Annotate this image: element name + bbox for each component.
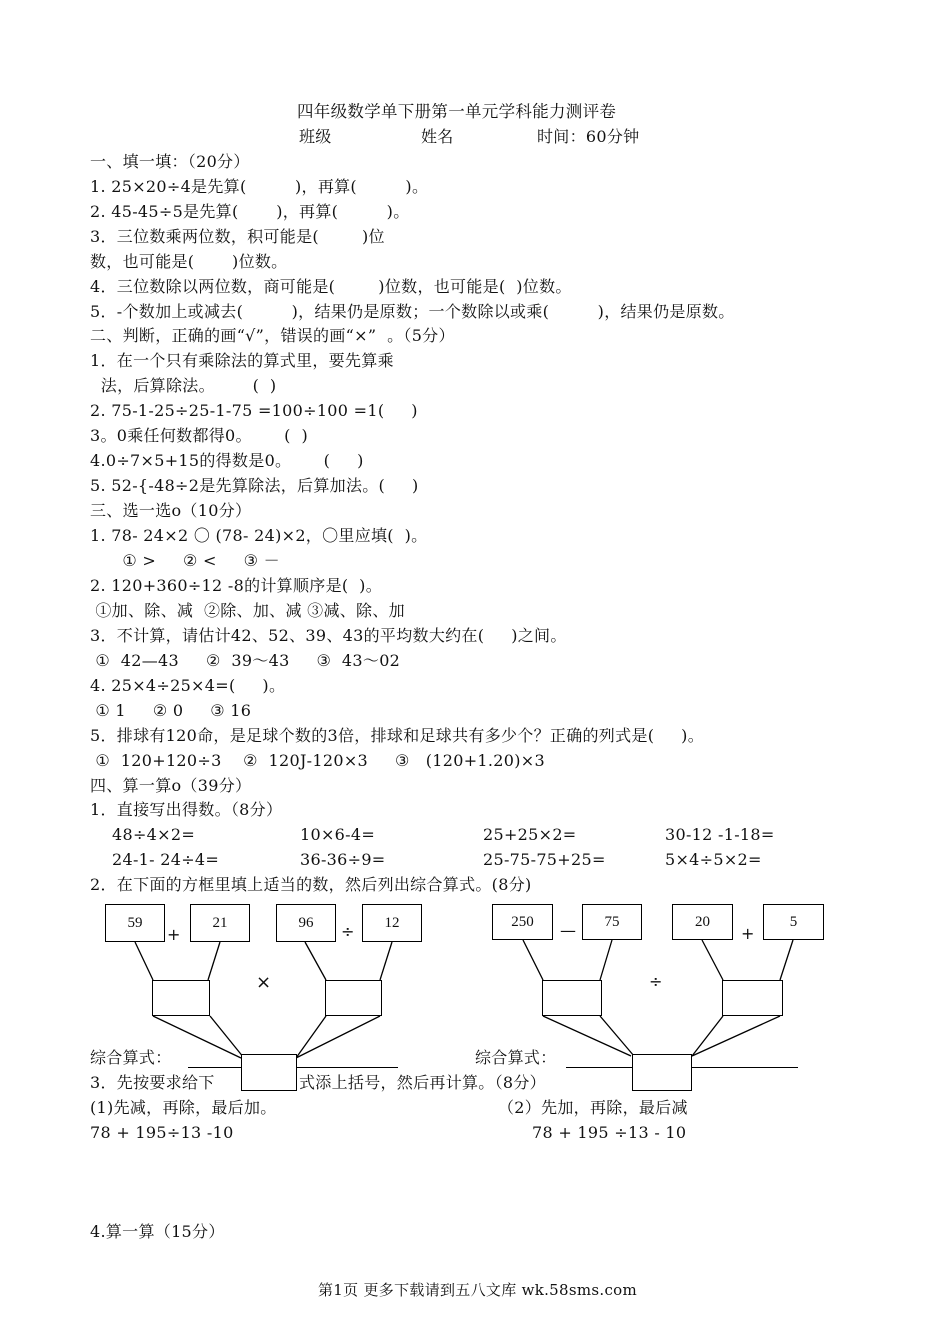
connector-line [780,940,793,980]
connector-line [135,942,153,980]
s1-q3b: 数，也可能是( )位数。 [90,252,288,271]
answer-box[interactable] [152,980,210,1016]
s3-q2: 2. 120+360÷12 -8的计算顺序是( )。 [90,576,383,595]
s3-q5: 5．排球有120命，是足球个数的3倍，排球和足球共有多少个？正确的列式是( )。 [90,726,705,745]
section1-heading: 一、填一填：（20分） [90,152,250,171]
s2-q5: 5. 52-{-48÷2是先算除法，后算加法。( ) [90,476,419,495]
multiply-operator: × [256,972,272,993]
mental-calc-item: 36-36÷9= [300,850,386,869]
s4-sub4: 4.算一算（15分） [90,1222,225,1241]
s2-q4: 4.0÷7×5+15的得数是0。 ( ) [90,451,364,470]
s3-q3-options: ① 42—43 ② 39～43 ③ 43～02 [90,651,401,670]
connector-line [380,942,392,980]
connector-line [296,1016,380,1058]
connector-line [305,942,326,980]
connector-line [692,1016,723,1056]
page-footer: 第1页 更多下载请到五八文库 wk.58sms.com [318,1281,638,1299]
connector-line [523,940,543,980]
mental-calc-item: 24-1- 24÷4= [112,850,220,869]
divide-operator: ÷ [649,972,663,991]
class-label: 班级 [299,127,332,146]
number-box: 21 [190,904,250,942]
connector-line [296,1016,326,1058]
connector-line [600,940,612,980]
mental-calc-item: 10×6-4= [300,825,376,844]
s1-q3a: 3．三位数乘两位数，积可能是( )位 [90,227,385,246]
mental-calc-item: 30-12 -1-18= [665,825,775,844]
connector-line [702,940,723,980]
number-box: 250 [492,904,553,940]
s4-sub2: 2．在下面的方框里填上适当的数，然后列出综合算式。(8分) [90,875,532,894]
combined-formula-label: 综合算式： [475,1048,557,1067]
name-label: 姓名 [421,127,454,146]
answer-box[interactable] [722,980,783,1016]
plus-operator: + [167,925,181,944]
page-title: 四年级数学单下册第一单元学科能力测评卷 [297,102,617,121]
combined-formula-label: 综合算式： [90,1048,172,1067]
part2-label: （2）先加，再除，最后减 [498,1098,688,1117]
number-box: 96 [276,904,336,942]
s2-q2: 2. 75-1-25÷25-1-75 =100÷100 =1( ) [90,401,418,420]
answer-box[interactable] [325,980,382,1016]
divide-operator: ÷ [341,922,355,941]
s1-q2: 2. 45-45÷5是先算( )，再算( )。 [90,202,410,221]
s3-q4-options: ① 1 ② 0 ③ 16 [90,701,252,720]
s2-q1b: 法，后算除法。 ( ) [90,376,277,395]
s3-q5-options: ① 120+120÷3 ② 120J-120×3 ③ (120+1.20)×3 [90,751,545,770]
result-box[interactable] [632,1054,692,1091]
s3-q4: 4. 25×4÷25×4=( )。 [90,676,286,695]
s4-sub1: 1．直接写出得数。（8分） [90,800,283,819]
s4-sub3-part2: 式添上括号，然后再计算。（8分） [299,1073,546,1092]
mental-calc-item: 5×4÷5×2= [665,850,762,869]
part1-expression: 78 + 195÷13 -10 [90,1123,234,1142]
s3-q1-options: ① > ② < ③ － [90,551,280,570]
s4-sub3-part1: 3．先按要求给下 [90,1073,215,1092]
s3-q1: 1. 78- 24×2 〇 (78- 24)×2，〇里应填( )。 [90,526,428,545]
number-box: 5 [763,904,824,940]
s1-q5: 5．-个数加上或减去( )，结果仍是原数；一个数除以或乘( )，结果仍是原数。 [90,302,735,321]
number-box: 59 [105,904,165,942]
section3-heading: 三、选一选o（10分） [90,501,252,520]
connector-line [692,1016,780,1056]
answer-box[interactable] [542,980,602,1016]
connector-line [208,942,220,980]
part1-label: (1)先减，再除，最后加。 [90,1098,277,1117]
number-box: 20 [672,904,733,940]
mental-calc-item: 25+25×2= [483,825,577,844]
time-label: 时间：60分钟 [537,127,640,146]
s2-q3: 3。0乘任何数都得0。 ( ) [90,426,309,445]
s3-q2-options: ①加、除、减 ②除、加、减 ③减、除、加 [90,601,405,620]
number-box: 12 [362,904,422,942]
mental-calc-item: 48÷4×2= [112,825,196,844]
section2-heading: 二、判断，正确的画“√”，错误的画“×” 。（5分） [90,326,455,345]
minus-operator: — [560,921,576,940]
s1-q1: 1. 25×20÷4是先算( )，再算( )。 [90,177,429,196]
result-box[interactable] [241,1054,297,1091]
number-box: 75 [582,904,642,940]
s1-q4: 4．三位数除以两位数，商可能是( )位数，也可能是( )位数。 [90,277,572,296]
s3-q3: 3．不计算，请估计42、52、39、43的平均数大约在( )之间。 [90,626,567,645]
part2-expression: 78 + 195 ÷13 - 10 [532,1123,687,1142]
section4-heading: 四、算一算o（39分） [90,776,252,795]
plus-operator: + [741,924,755,943]
s2-q1a: 1．在一个只有乘除法的算式里，要先算乘 [90,351,394,370]
mental-calc-item: 25-75-75+25= [483,850,606,869]
